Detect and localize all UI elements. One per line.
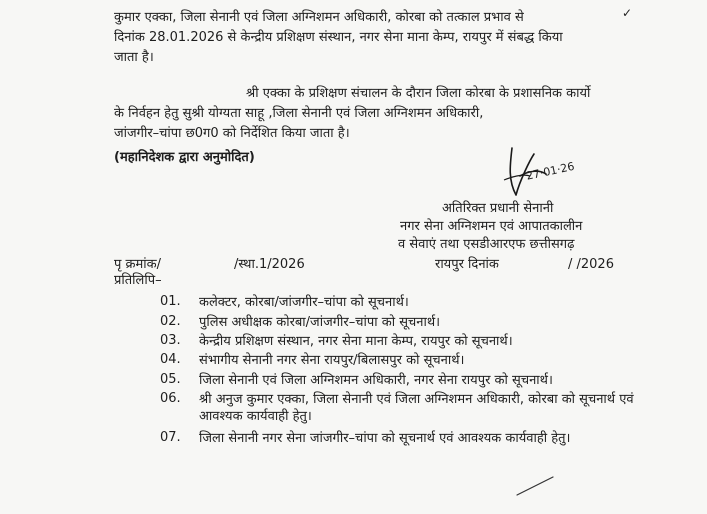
signatory-line4: रायपुर दिनांक	[435, 257, 499, 272]
tick-mark-icon: ✓	[622, 6, 633, 20]
pen-stroke-mark	[515, 475, 555, 499]
signatory-line3: व सेवाएं तथा एसडीआरएफ छत्तीसगढ़	[398, 237, 575, 252]
copy-num: 07.	[160, 430, 181, 445]
para2-line3: जांजगीर–चांपा छ0ग0 को निर्देशित किया जाता है।	[114, 126, 350, 141]
copy-num: 01.	[160, 294, 181, 309]
copy-item: केन्द्रीय प्रशिक्षण संस्थान, नगर सेना माना केम्प, रायपुर को सूचनार्थ।	[199, 334, 513, 349]
copy-num: 04.	[160, 352, 181, 367]
copy-item: जिला सेनानी एवं जिला अग्निशमन अधिकारी, नगर सेना रायपुर को सूचनार्थ।	[199, 373, 553, 388]
para2-line2: के निर्वहन हेतु सुश्री योग्यता साहू ,जिला सेनानी एवं जिला अग्निशमन अधिकारी,	[114, 106, 484, 121]
copy-item: कलेक्टर, कोरबा/जांजगीर–चांपा को सूचनार्थ।	[199, 295, 409, 310]
copy-num: 03.	[160, 333, 181, 348]
signature-date: 27·01·26	[525, 159, 576, 183]
copy-num: 02.	[160, 314, 181, 329]
signatory-date-blank: / /2026	[568, 257, 614, 272]
para1-line3: जाता है।	[114, 50, 154, 65]
ref-number: /स्था.1/2026	[234, 257, 305, 272]
signatory-line1: अतिरिक्त प्रधानी सेनानी	[442, 201, 554, 216]
copy-num: 06.	[160, 391, 181, 406]
copy-item: श्री अनुज कुमार एक्का, जिला सेनानी एवं जिला अग्निशमन अधिकारी, कोरबा को सूचनार्थ एवं आवश्यक कार्यवाही हेतु।	[199, 392, 634, 424]
approval-note: (महानिदेशक द्वारा अनुमोदित)	[114, 150, 255, 165]
para2-line1: श्री एक्का के प्रशिक्षण संचालन के दौरान जिला कोरबा के प्रशासनिक कार्यो	[246, 86, 591, 101]
copy-num: 05.	[160, 372, 181, 387]
para1-line2: दिनांक 28.01.2026 से केन्द्रीय प्रशिक्षण संस्थान, नगर सेना माना केम्प, रायपुर में संबद्ध किया	[114, 30, 563, 45]
copy-item: जिला सेनानी नगर सेना जांजगीर–चांपा को सूचनार्थ एवं आवश्यक कार्यवाही हेतु।	[199, 431, 571, 446]
para1-line1: कुमार एक्का, जिला सेनानी एवं जिला अग्निशमन अधिकारी, कोरबा को तत्काल प्रभाव से	[114, 10, 524, 25]
copy-item: पुलिस अधीक्षक कोरबा/जांजगीर–चांपा को सूचनार्थ।	[199, 315, 441, 330]
copy-label: प्रतिलिपि–	[114, 273, 162, 288]
copy-item: संभागीय सेनानी नगर सेना रायपुर/बिलासपुर को सूचनार्थ।	[199, 353, 465, 368]
ref-label: पृ क्रमांक/	[114, 257, 162, 272]
signatory-line2: नगर सेना अग्निशमन एवं आपातकालीन	[400, 219, 583, 234]
